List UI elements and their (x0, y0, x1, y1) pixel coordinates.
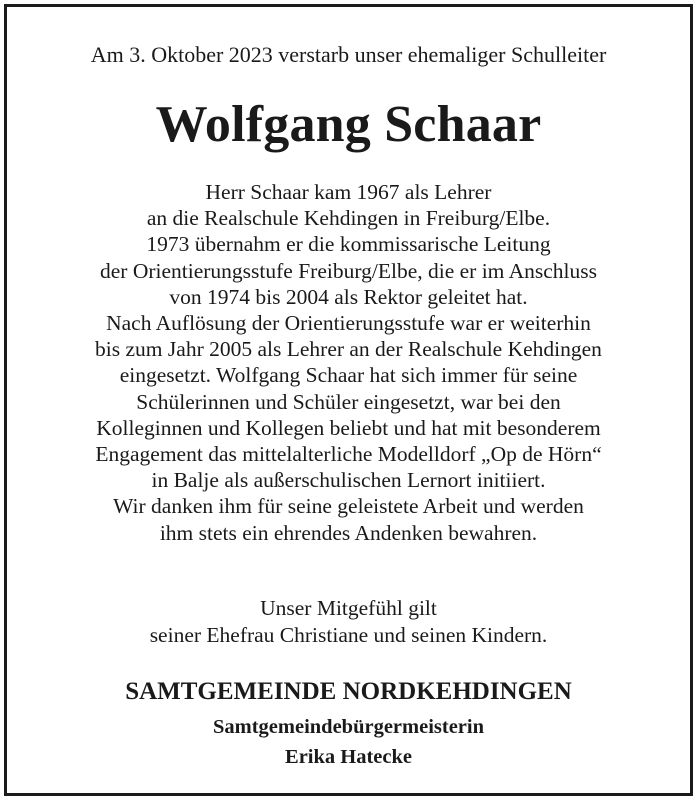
condolence-line: Unser Mitgefühl gilt (260, 596, 437, 620)
signatory-title: Samtgemeindebürgermeisterin (213, 716, 484, 738)
tribute-text (7, 179, 690, 546)
deceased-name: Wolfgang Schaar (155, 96, 542, 153)
tribute-line: der Orientierungsstufe Freiburg/Elbe, die er im Anschluss (100, 258, 597, 283)
tribute-line: Nach Auflösung der Orientierungsstufe war er weiterhin (106, 311, 591, 336)
tribute-line: ihm stets ein ehrendes Andenken bewahren. (159, 520, 538, 545)
tribute-line: an die Realschule Kehdingen in Freiburg/Elbe. (146, 206, 551, 231)
tribute-line: in Balje als außerschulischen Lernort initiiert. (151, 468, 546, 493)
tribute-line: Schülerinnen und Schüler eingesetzt, war bei den (136, 389, 561, 414)
signatory-name: Erika Hatecke (285, 746, 412, 768)
tribute-line: Herr Schaar kam 1967 als Lehrer (205, 180, 492, 204)
intro-line: Am 3. Oktober 2023 verstarb unser ehemaliger Schulleiter (90, 42, 607, 67)
obituary-notice (4, 4, 693, 796)
condolence-text (7, 595, 690, 648)
condolence-line: seiner Ehefrau Christiane und seinen Kindern. (149, 622, 548, 647)
tribute-line: bis zum Jahr 2005 als Lehrer an der Realschule Kehdingen (95, 337, 602, 362)
tribute-line: Engagement das mittelalterliche Modelldorf „Op de Hörn“ (95, 442, 602, 467)
tribute-line: von 1974 bis 2004 als Rektor geleitet hat. (169, 284, 528, 309)
tribute-line: Kolleginnen und Kollegen beliebt und hat mit besonderem (96, 415, 601, 440)
organization-name: SAMTGEMEINDE NORDKEHDINGEN (125, 678, 572, 705)
tribute-line: 1973 übernahm er die kommissarische Leitung (146, 232, 551, 257)
tribute-line: eingesetzt. Wolfgang Schaar hat sich immer für seine (119, 363, 578, 388)
signature-block (7, 712, 690, 772)
tribute-line: Wir danken ihm für seine geleistete Arbeit und werden (113, 494, 584, 519)
